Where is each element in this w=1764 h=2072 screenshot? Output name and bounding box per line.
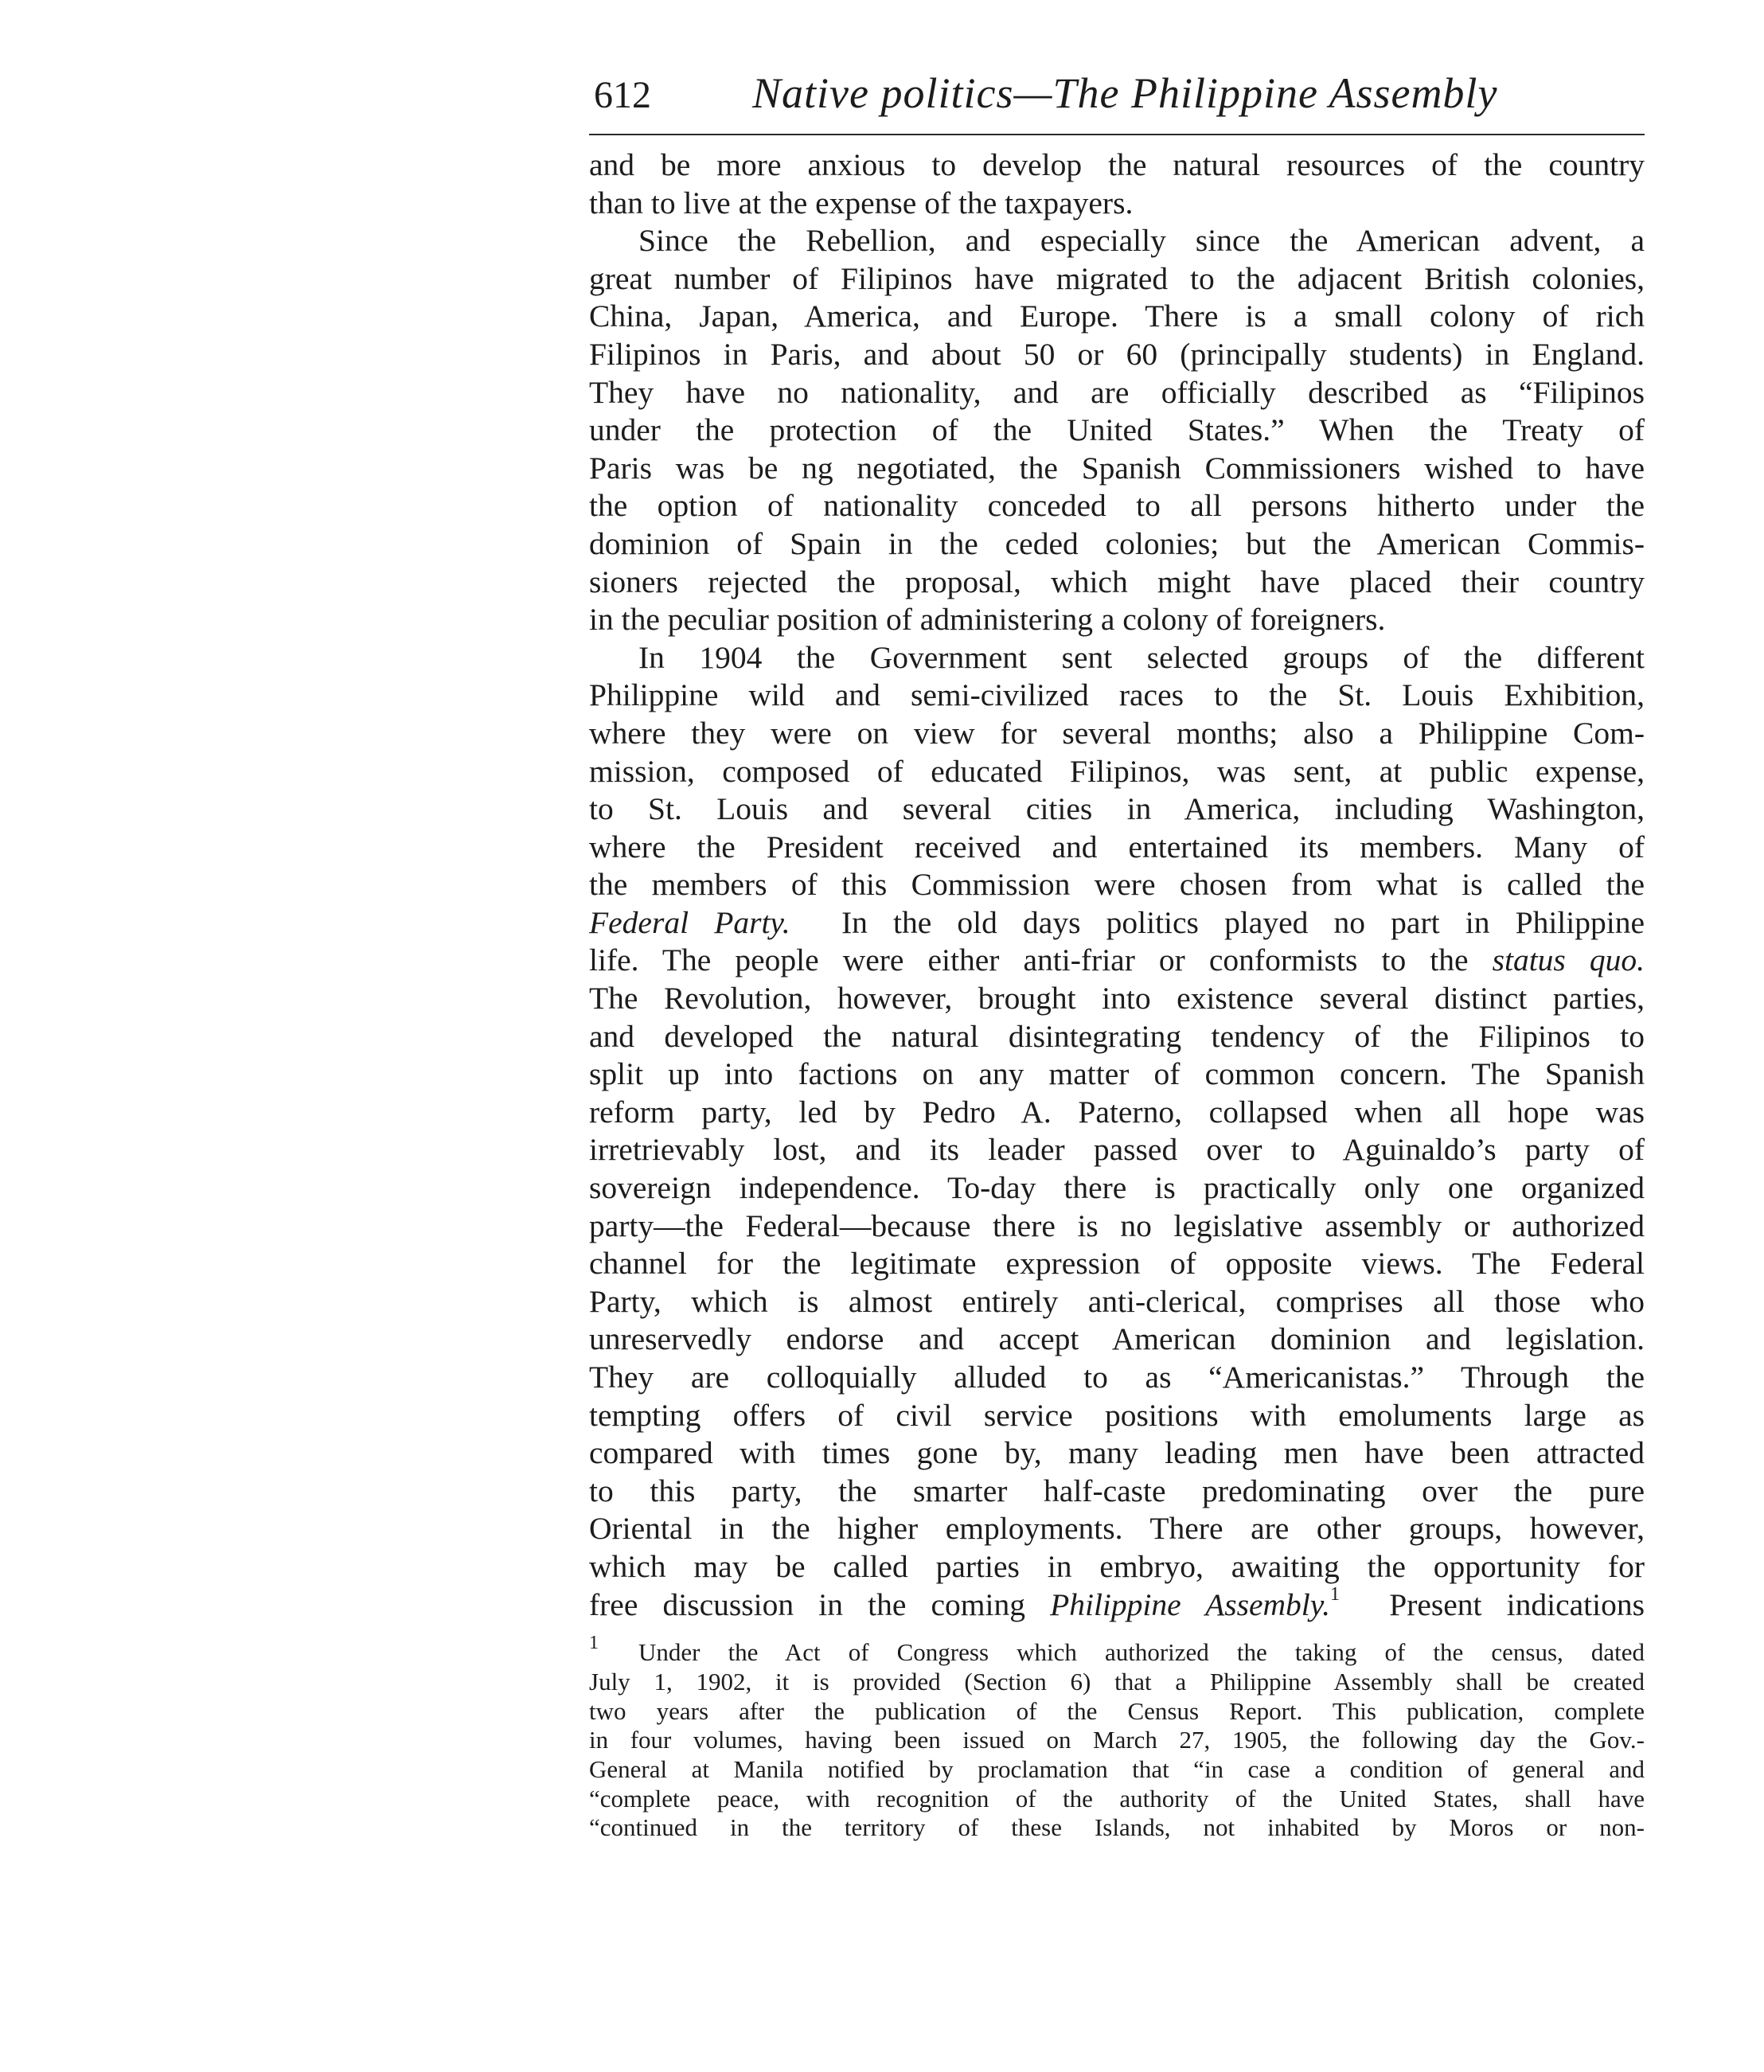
text-span: Under the Act of Congress which authorized the taking of the census, dated — [638, 1638, 1645, 1667]
text-line: the members of this Commission were chosen from what is called the — [589, 867, 1645, 903]
text-line: where the President received and entertained its members. Many of — [589, 829, 1645, 864]
text-line: China, Japan, America, and Europe. There is a small colony of rich — [589, 299, 1645, 334]
text-line: The Revolution, however, brought into existence several distinct parties, — [589, 981, 1645, 1016]
text-line: In 1904 the Government sent selected groups of the different — [638, 639, 1645, 675]
running-title: Native politics—The Philippine Assembly — [752, 69, 1498, 117]
footnote-line: “complete peace, with recognition of the authority of the United States, shall have — [589, 1784, 1645, 1813]
footnote-marker: 1 — [1329, 1584, 1340, 1606]
footnotes — [589, 1632, 1645, 1843]
text-line: to St. Louis and several cities in America, including Washington, — [589, 791, 1645, 827]
text-line: where they were on view for several months; also a Philippine Com- — [589, 715, 1645, 751]
footnote-line — [589, 1632, 1645, 1668]
text-line: irretrievably lost, and its leader passed over to Aguinaldo’s party of — [589, 1132, 1645, 1168]
text-line — [589, 942, 1645, 980]
page-number: 612 — [594, 74, 651, 116]
header-rule — [589, 134, 1645, 135]
footnote-number: 1 — [589, 1632, 599, 1653]
text-line: compared with times gone by, many leading men have been attracted — [589, 1435, 1645, 1471]
footnote-line: General at Manila notified by proclamation that “in case a condition of general and — [589, 1754, 1645, 1783]
text-line: which may be called parties in embryo, awaiting the opportunity for — [589, 1548, 1645, 1584]
footnote-lead — [589, 1632, 638, 1668]
text-line: channel for the legitimate expression of opposite views. The Federal — [589, 1246, 1645, 1282]
text-span: In the old days politics played no part in Philippine — [841, 904, 1645, 940]
italic-phrase: status quo. — [1492, 942, 1645, 978]
book-page — [589, 68, 1645, 1843]
text-line: unreservedly endorse and accept American dominion and legislation. — [589, 1321, 1645, 1357]
text-line: Philippine wild and semi-civilized races to the St. Louis Exhibition, — [589, 677, 1645, 713]
text-line: sovereign independence. To-day there is practically only one organized — [589, 1170, 1645, 1206]
text-line: Filipinos in Paris, and about 50 or 60 (principally students) in England. — [589, 336, 1645, 372]
text-span: free discussion in the coming — [589, 1586, 1025, 1622]
text-line: They are colloquially alluded to as “Americanistas.” Through the — [589, 1360, 1645, 1395]
footnote-line: in four volumes, having been issued on March 27, 1905, the following day the Gov.- — [589, 1726, 1645, 1754]
text-line: party—the Federal—because there is no legislative assembly or authorized — [589, 1208, 1645, 1243]
text-line — [589, 904, 1645, 942]
text-line: Oriental in the higher employments. There are other groups, however, — [589, 1511, 1645, 1547]
footnote-line: two years after the publication of the Census Report. This publication, complete — [589, 1696, 1645, 1725]
text-line: great number of Filipinos have migrated to the adjacent British colonies, — [589, 260, 1645, 296]
text-line: under the protection of the United States.” When the Treaty of — [589, 412, 1645, 448]
text-line: dominion of Spain in the ceded colonies; but the American Commis- — [589, 525, 1645, 561]
text-line: reform party, led by Pedro A. Paterno, collapsed when all hope was — [589, 1094, 1645, 1130]
text-line: Party, which is almost entirely anti-clerical, comprises all those who — [589, 1283, 1645, 1319]
text-line: split up into factions on any matter of common concern. The Spanish — [589, 1056, 1645, 1092]
text-line: and developed the natural disintegrating tendency of the Filipinos to — [589, 1018, 1645, 1054]
text-line: and be more anxious to develop the natural resources of the country — [589, 147, 1645, 182]
italic-phrase: Federal Party. — [589, 904, 790, 940]
text-line: tempting offers of civil service positions with emoluments large as — [589, 1397, 1645, 1433]
text-span: Present indications — [1389, 1586, 1645, 1622]
text-line: sioners rejected the proposal, which might have placed their country — [589, 564, 1645, 599]
text-line: Since the Rebellion, and especially since the American advent, a — [638, 223, 1645, 259]
text-line: to this party, the smarter half-caste predominating over the pure — [589, 1473, 1645, 1508]
body-text — [589, 146, 1645, 1624]
footnote-line: “continued in the territory of these Islands, not inhabited by Moros or non- — [589, 1813, 1645, 1842]
text-line — [589, 1586, 1645, 1625]
text-line: the option of nationality conceded to all persons hitherto under the — [589, 488, 1645, 524]
italic-phrase: Philippine Assembly. — [1050, 1586, 1330, 1622]
running-head — [589, 68, 1645, 134]
text-line: mission, composed of educated Filipinos, was sent, at public expense, — [589, 753, 1645, 789]
text-line: in the peculiar position of administering a colony of foreigners. — [589, 602, 1386, 638]
text-span: life. The people were either anti-friar or conformists to the — [589, 942, 1469, 978]
text-line: than to live at the expense of the taxpayers. — [589, 185, 1134, 220]
text-line: They have no nationality, and are officially described as “Filipinos — [589, 374, 1645, 410]
text-line: Paris was be ng negotiated, the Spanish Commissioners wished to have — [589, 450, 1645, 486]
footnote-line: July 1, 1902, it is provided (Section 6) that a Philippine Assembly shall be created — [589, 1667, 1645, 1695]
